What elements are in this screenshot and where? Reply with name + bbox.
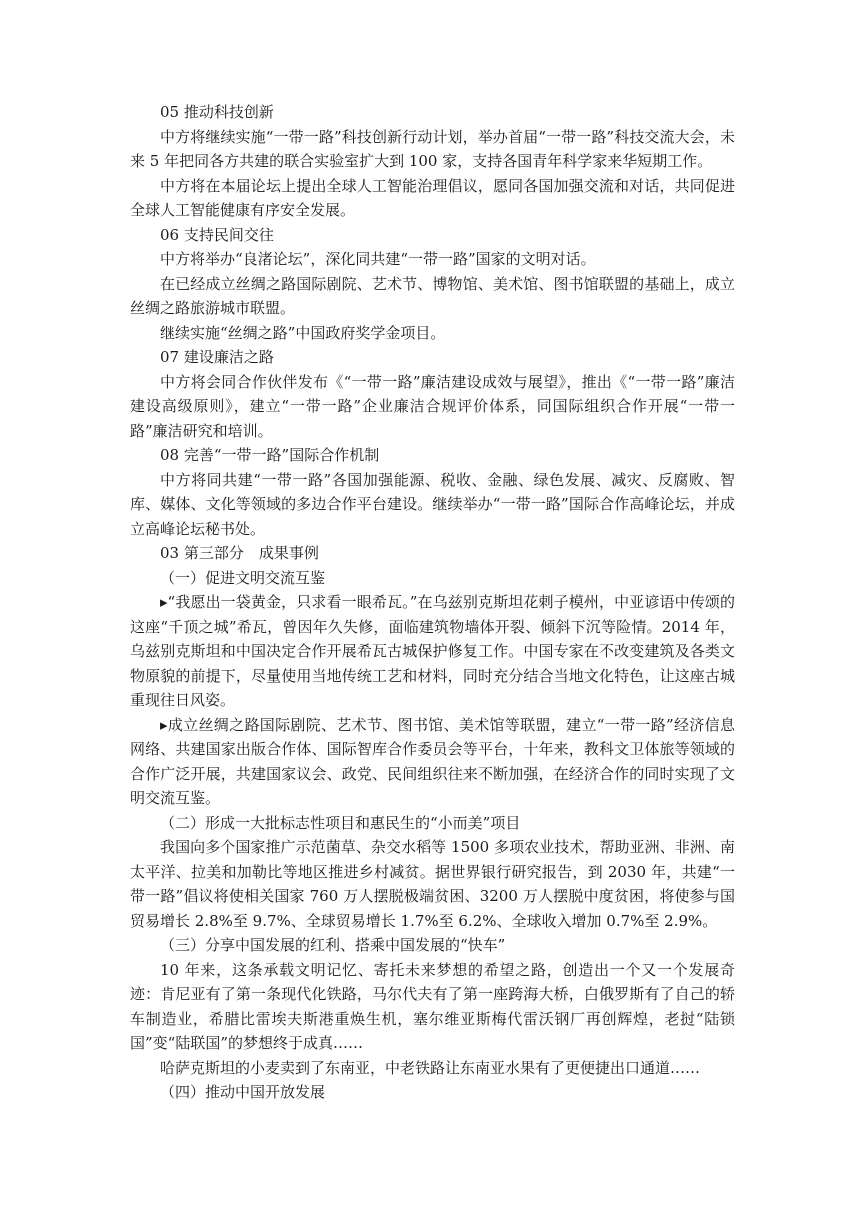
paragraph: 中方将举办“良渚论坛”，深化同共建“一带一路”国家的文明对话。 <box>160 250 596 268</box>
section-heading-06: 06 支持民间交往 <box>160 225 274 244</box>
document-body <box>130 100 735 1105</box>
part-heading-03: 03 第三部分 成果事例 <box>160 544 319 562</box>
subheading-2: （二）形成一大批标志性项目和惠民生的“小而美”项目 <box>160 813 521 832</box>
paragraph: ▸成立丝绸之路国际剧院、艺术节、图书馆、美术馆等联盟，建立“一带一路”经济信息网络、共建国家出版合作体、国际智库合作委员会等平台，十年来，教科文卫体旅等领域的合作广泛开展，共建国家议会、政党、民间组织往来不断加强，在经济合作的同时实现了文明交流互鉴。 <box>130 715 735 807</box>
paragraph: 中方将在本届论坛上提出全球人工智能治理倡议，愿同各国加强交流和对话，共同促进全球人工智能健康有序安全发展。 <box>130 176 735 219</box>
paragraph: 中方将会同合作伙伴发布《“一带一路”廉洁建设成效与展望》，推出《“一带一路”廉洁建设高级原则》，建立“一带一路”企业廉洁合规评价体系，同国际组织合作开展“一带一路”廉洁研究和培训。 <box>130 372 735 440</box>
paragraph: 在已经成立丝绸之路国际剧院、艺术节、博物馆、美术馆、图书馆联盟的基础上，成立丝绸之路旅游城市联盟。 <box>130 274 735 317</box>
paragraph: 继续实施“丝绸之路”中国政府奖学金项目。 <box>160 323 446 342</box>
paragraph: 哈萨克斯坦的小麦卖到了东南亚，中老铁路让东南亚水果有了更便捷出口通道…… <box>160 1058 701 1077</box>
subheading-1: （一）促进文明交流互鉴 <box>160 568 326 587</box>
paragraph: 我国向多个国家推广示范菌草、杂交水稻等 1500 多项农业技术，帮助亚洲、非洲、南太平洋、拉美和加勒比等地区推进乡村减贫。据世界银行研究报告，到 2030 年，共建“一带一路”倡议将使相关国家 760 万人摆脱极端贫困、3200 万人摆脱中度贫困，将使参与国贸易增长 2.8%至 9.7%、全球贸易增长 1.7%至 6.2%、全球收入增加 0.7%至 2.9%。 <box>130 838 735 930</box>
subheading-4: （四）推动中国开放发展 <box>160 1083 326 1101</box>
paragraph: 10 年来，这条承载文明记忆、寄托未来梦想的希望之路，创造出一个又一个发展奇迹：肯尼亚有了第一条现代化铁路，马尔代夫有了第一座跨海大桥，白俄罗斯有了自己的轿车制造业，希腊比雷埃夫斯港重焕生机，塞尔维亚斯梅代雷沃钢厂再创辉煌，老挝“陆锁国”变“陆联国”的梦想终于成真…… <box>130 960 735 1052</box>
section-heading-08: 08 完善“一带一路”国际合作机制 <box>160 446 380 464</box>
section-heading-05: 05 推动科技创新 <box>160 103 274 121</box>
paragraph: ▸“我愿出一袋黄金，只求看一眼希瓦。”在乌兹别克斯坦花剌子模州，中亚谚语中传颂的这座“千顶之城”希瓦，曾因年久失修，面临建筑物墙体开裂、倾斜下沉等险情。2014 年，乌兹别克斯坦和中国决定合作开展希瓦古城保护修复工作。中国专家在不改变建筑及各类文物原貌的前提下，尽量使用当地传统工艺和材料，同时充分结合当地文化特色，让这座古城重现往日风姿。 <box>130 593 735 709</box>
section-heading-07: 07 建设廉洁之路 <box>160 348 274 366</box>
paragraph: 中方将同共建“一带一路”各国加强能源、税收、金融、绿色发展、减灾、反腐败、智库、媒体、文化等领域的多边合作平台建设。继续举办“一带一路”国际合作高峰论坛，并成立高峰论坛秘书处。 <box>130 470 735 538</box>
subheading-3: （三）分享中国发展的红利、搭乘中国发展的“快车” <box>160 936 506 954</box>
paragraph: 中方将继续实施“一带一路”科技创新行动计划，举办首届“一带一路”科技交流大会，未来 5 年把同各方共建的联合实验室扩大到 100 家，支持各国青年科学家来华短期工作。 <box>130 127 735 170</box>
